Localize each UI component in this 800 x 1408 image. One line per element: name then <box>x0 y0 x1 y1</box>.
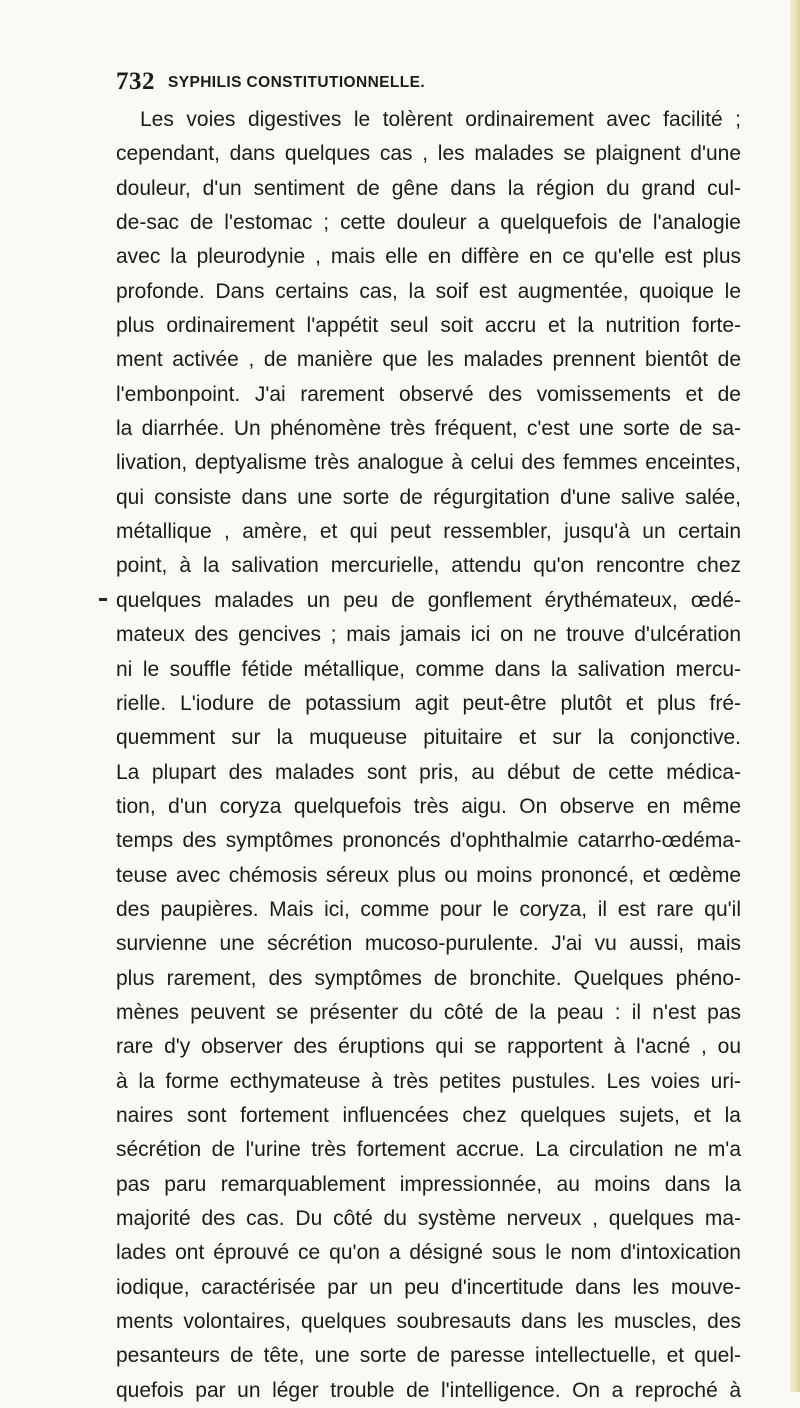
text-line: la diarrhée. Un phénomène très fréquent, c'est une sorte de sa- <box>116 417 741 441</box>
running-title: SYPHILIS CONSTITUTIONNELLE. <box>168 74 426 91</box>
text-line: des paupières. Mais ici, comme pour le coryza, il est rare qu'il <box>116 897 741 921</box>
text-line: métallique , amère, et qui peut ressembler, jusqu'à un certain <box>116 520 741 544</box>
text-line: naires sont fortement influencées chez quelques sujets, et la <box>116 1103 741 1127</box>
text-line: sécrétion de l'urine très fortement accrue. La circulation ne m'a <box>116 1138 741 1162</box>
page-edge-shadow <box>790 0 800 1392</box>
text-line: rielle. L'iodure de potassium agit peut-être plutôt et plus fré- <box>116 691 741 715</box>
text-line: La plupart des malades sont pris, au début de cette médica- <box>116 760 741 784</box>
text-line: point, à la salivation mercurielle, attendu qu'on rencontre chez <box>116 554 741 578</box>
running-header <box>116 68 736 98</box>
page-number: 732 <box>116 68 155 95</box>
text-line: à la forme ecthymateuse à très petites pustules. Les voies uri- <box>116 1069 741 1093</box>
text-line: ni le souffle fétide métallique, comme dans la salivation mercu- <box>116 657 741 681</box>
text-line: lades ont éprouvé ce qu'on a désigné sous le nom d'intoxication <box>116 1241 741 1265</box>
text-line: ments volontaires, quelques soubresauts dans les muscles, des <box>116 1310 741 1334</box>
text-line: teuse avec chémosis séreux plus ou moins prononcé, et œdème <box>116 863 741 887</box>
text-line: ment activée , de manière que les malades prennent bientôt de <box>116 348 741 372</box>
text-line: cependant, dans quelques cas , les malades se plaignent d'une <box>116 142 741 166</box>
text-line: douleur, d'un sentiment de gêne dans la région du grand cul- <box>116 176 741 200</box>
text-line: plus rarement, des symptômes de bronchite. Quelques phéno- <box>116 966 741 990</box>
text-line: avec la pleurodynie , mais elle en diffère en ce qu'elle est plus <box>116 245 741 269</box>
text-line: de-sac de l'estomac ; cette douleur a quelquefois de l'analogie <box>116 211 741 235</box>
text-line: mènes peuvent se présenter du côté de la peau : il n'est pas <box>116 1000 741 1024</box>
text-line: pas paru remarquablement impressionnée, au moins dans la <box>116 1172 741 1196</box>
text-line: pesanteurs de tête, une sorte de paresse intellectuelle, et quel- <box>116 1344 741 1368</box>
text-line: Les voies digestives le tolèrent ordinairement avec facilité ; <box>140 108 741 131</box>
text-line: profonde. Dans certains cas, la soif est augmentée, quoique le <box>116 279 741 303</box>
text-line: quefois par un léger trouble de l'intelligence. On a reproché à <box>116 1378 741 1402</box>
text-line: quemment sur la muqueuse pituitaire et sur la conjonctive. <box>116 726 741 750</box>
text-line: rare d'y observer des éruptions qui se rapportent à l'acné , ou <box>116 1035 741 1059</box>
text-line: quelques malades un peu de gonflement érythémateux, œdé- <box>116 588 741 612</box>
text-line: qui consiste dans une sorte de régurgitation d'une salive salée, <box>116 485 741 509</box>
body-text <box>116 103 741 1408</box>
text-line: mateux des gencives ; mais jamais ici on ne trouve d'ulcération <box>116 623 741 647</box>
margin-mark <box>99 598 107 601</box>
text-line: survienne une sécrétion mucoso-purulente. J'ai vu aussi, mais <box>116 932 741 956</box>
text-line: iodique, caractérisée par un peu d'incertitude dans les mouve- <box>116 1275 741 1299</box>
text-line: livation, deptyalisme très analogue à celui des femmes enceintes, <box>116 451 741 475</box>
text-line: plus ordinairement l'appétit seul soit accru et la nutrition forte- <box>116 314 741 338</box>
text-line: majorité des cas. Du côté du système nerveux , quelques ma- <box>116 1207 741 1230</box>
text-line: l'embonpoint. J'ai rarement observé des vomissements et de <box>116 382 741 406</box>
text-line: tion, d'un coryza quelquefois très aigu. On observe en même <box>116 794 741 818</box>
text-line: temps des symptômes prononcés d'ophthalmie catarrho-œdéma- <box>116 829 741 853</box>
